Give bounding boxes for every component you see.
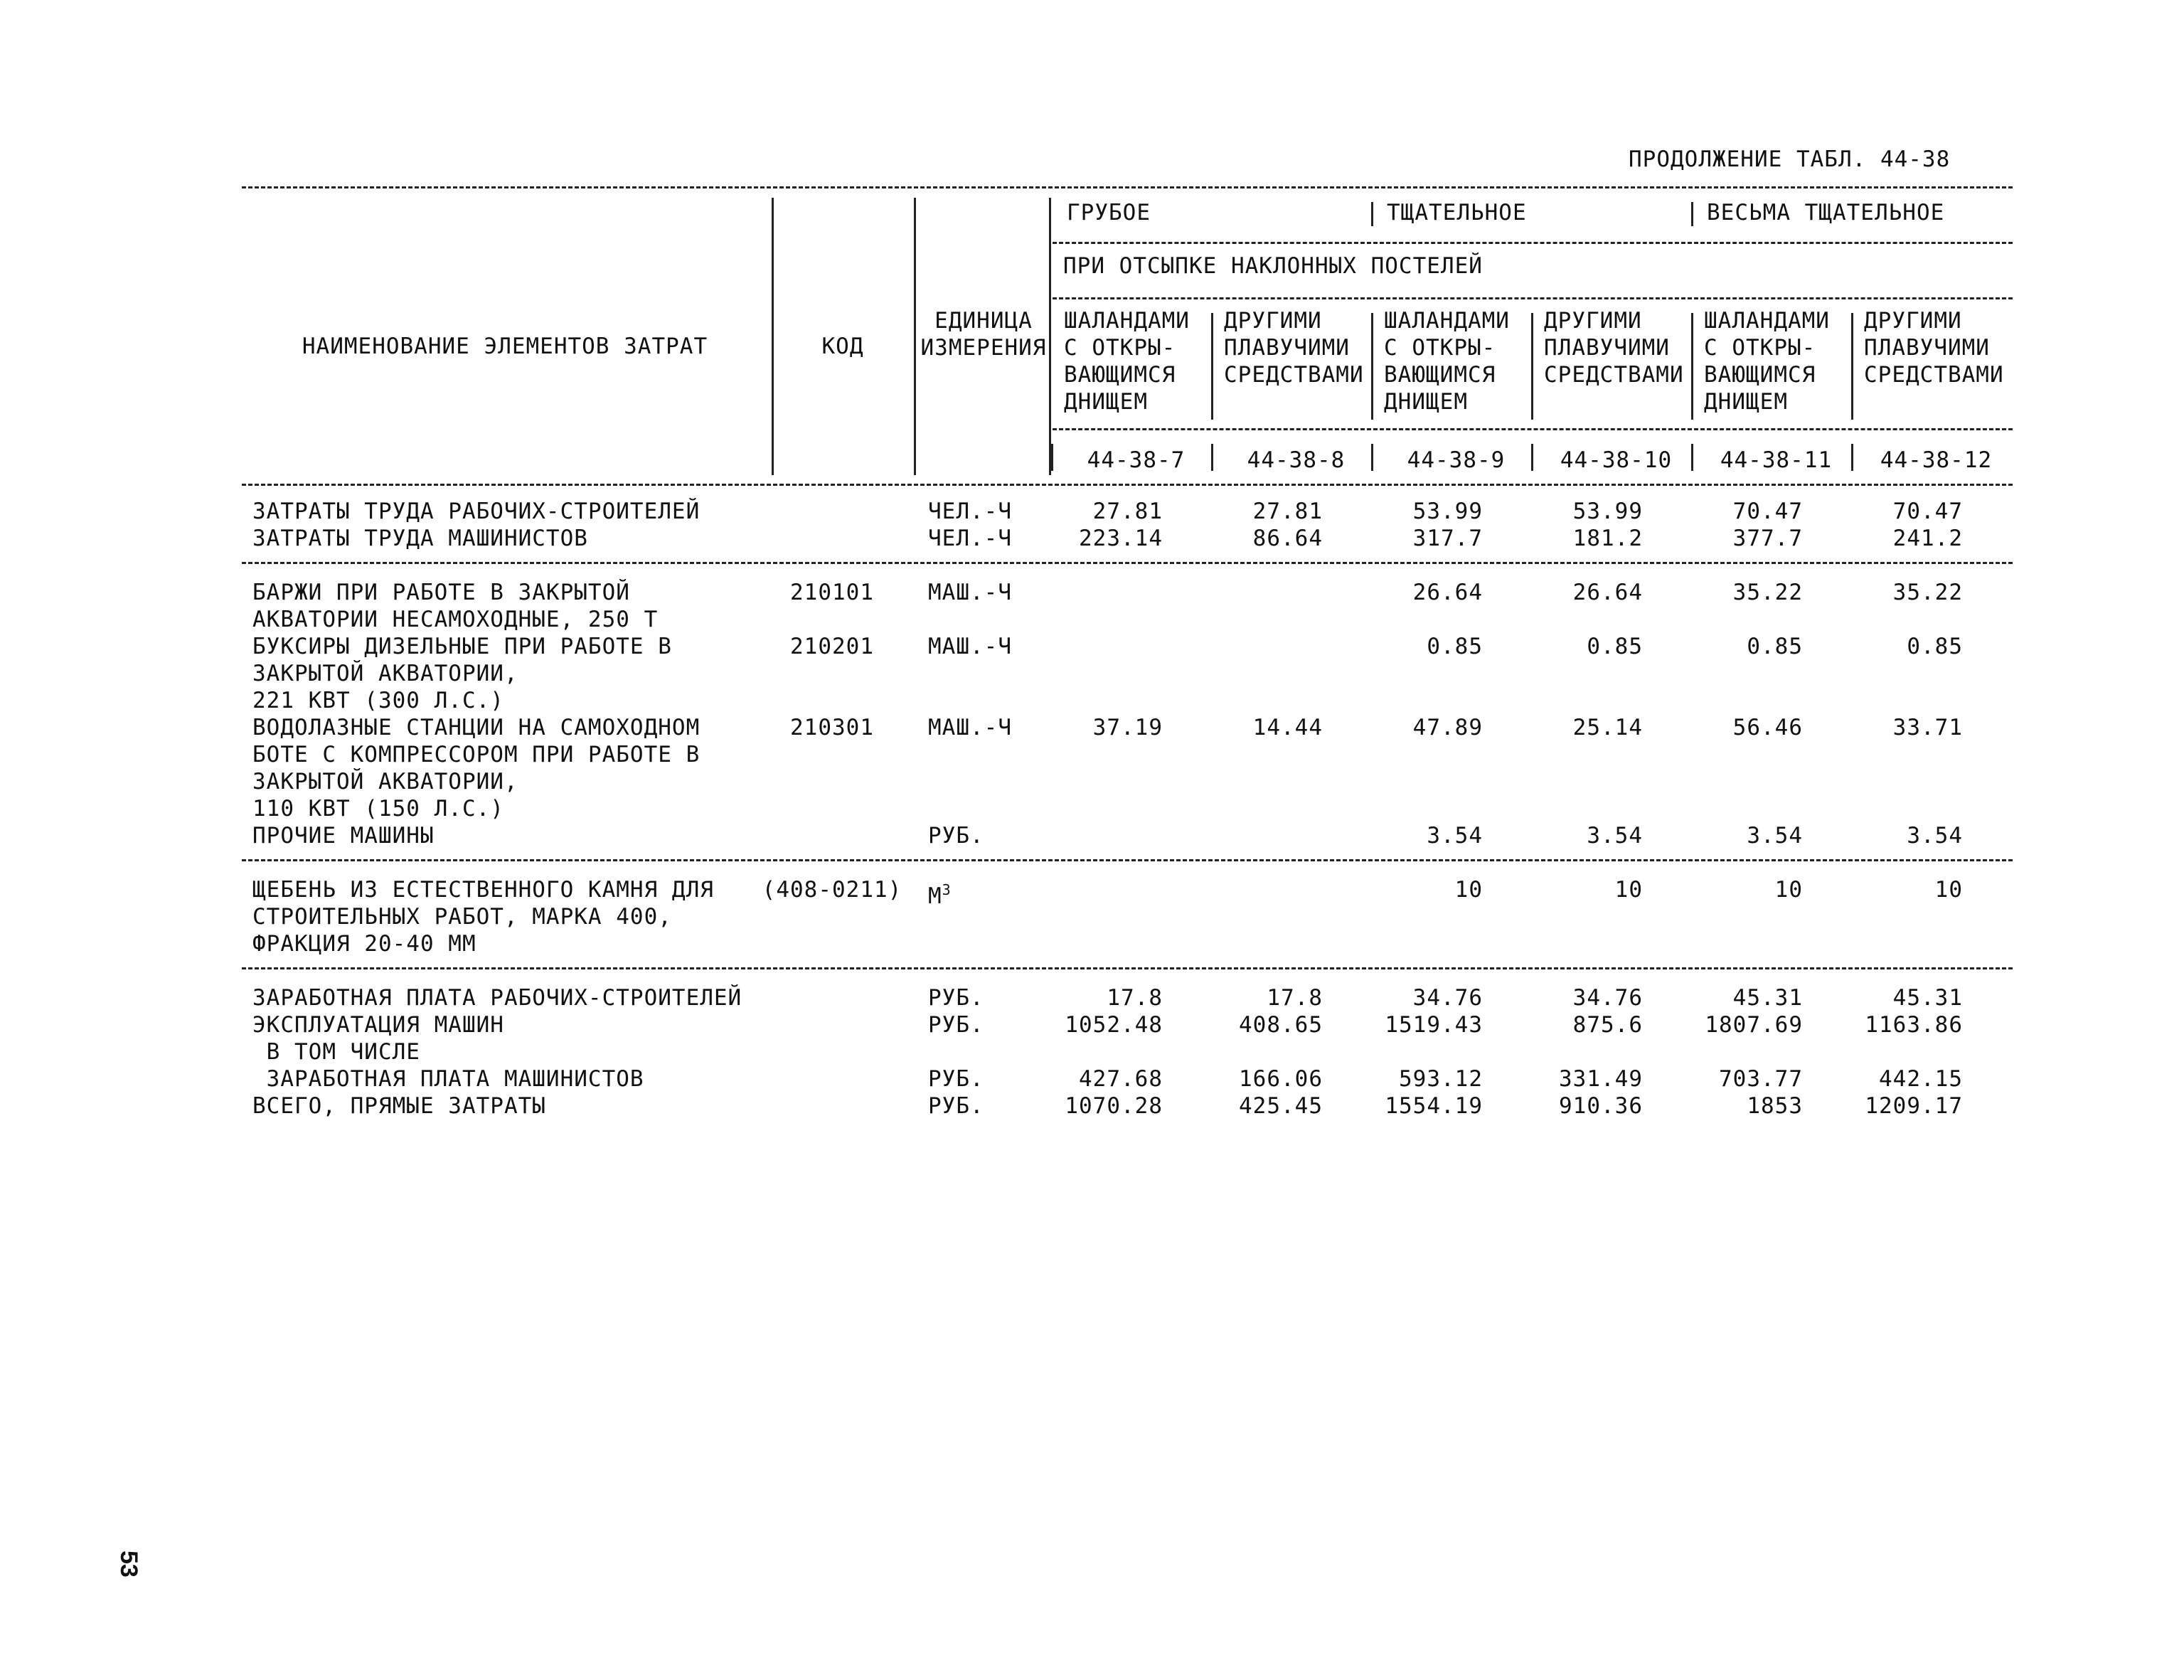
subcolumn-header-line: СРЕДСТВАМИ [1864, 362, 2004, 388]
cell-value: 34.76 [1412, 985, 1483, 1011]
code-column-header: КОД [821, 334, 864, 359]
cell-value: 0.85 [1907, 634, 1963, 659]
subcolumn-header-line: ПЛАВУЧИМИ [1224, 335, 1350, 361]
row-name-line: ЗАКРЫТОЙ АКВАТОРИИ, [252, 661, 518, 686]
row-code: 210301 [790, 715, 874, 740]
cell-value: 1519.43 [1385, 1012, 1483, 1038]
column-separator [1851, 444, 1853, 471]
subcolumn-header-line: ПЛАВУЧИМИ [1544, 335, 1670, 361]
cell-value: 3.54 [1427, 823, 1483, 849]
cell-value: 10 [1614, 877, 1643, 903]
row-name-line: ЗАРАБОТНАЯ ПЛАТА МАШИНИСТОВ [252, 1066, 644, 1092]
cell-value: 70.47 [1732, 499, 1803, 524]
unit-text: МАШ.-Ч [928, 634, 1012, 659]
row-name-line: ФРАКЦИЯ 20-40 ММ [252, 931, 476, 957]
cell-value: 1807.69 [1705, 1012, 1803, 1038]
cell-value: 25.14 [1572, 715, 1643, 740]
row-name-line: БАРЖИ ПРИ РАБОТЕ В ЗАКРЫТОЙ [252, 580, 630, 605]
group-title: ВЕСЬМА ТЩАТЕЛЬНОЕ [1707, 200, 1945, 225]
row-name-line: БОТЕ С КОМПРЕССОРОМ ПРИ РАБОТЕ В [252, 742, 701, 767]
subcolumn-header-line: ДНИЩЕМ [1064, 389, 1148, 415]
row-name-line: ПРОЧИЕ МАШИНЫ [252, 823, 435, 849]
subcolumn-header-line: ШАЛАНДАМИ [1704, 308, 1830, 334]
cell-value: 10 [1934, 877, 1963, 903]
column-separator [1691, 202, 1693, 226]
row-name-line: ВОДОЛАЗНЫЕ СТАНЦИИ НА САМОХОДНОМ [252, 715, 701, 740]
cell-value: 442.15 [1879, 1066, 1963, 1092]
cell-value: 1052.48 [1065, 1012, 1163, 1038]
column-code: 44-38-9 [1407, 447, 1506, 473]
subcolumn-rule [1053, 428, 2013, 430]
subcolumn-header-line: С ОТКРЫ- [1384, 335, 1496, 361]
header-bottom-rule [242, 484, 2013, 486]
cell-value: 3.54 [1747, 823, 1803, 849]
unit-text: ЧЕЛ.-Ч [928, 526, 1012, 551]
column-separator [1211, 444, 1213, 471]
cell-value: 10 [1454, 877, 1483, 903]
subcolumn-header-line: ДРУГИМИ [1864, 308, 1962, 334]
page-number: 53 [115, 1551, 142, 1578]
column-code: 44-38-8 [1247, 447, 1346, 473]
cell-value: 427.68 [1079, 1066, 1163, 1092]
row-code: 210101 [790, 580, 874, 605]
cell-value: 593.12 [1399, 1066, 1483, 1092]
column-separator [1691, 444, 1693, 471]
unit-text: М [928, 883, 942, 909]
row-name-line: ЗАТРАТЫ ТРУДА РАБОЧИХ-СТРОИТЕЛЕЙ [252, 499, 701, 524]
cell-value: 1554.19 [1385, 1093, 1483, 1119]
row-unit [928, 1065, 984, 1092]
cell-value: 35.22 [1732, 580, 1803, 605]
row-name-line: ЗАРАБОТНАЯ ПЛАТА РАБОЧИХ-СТРОИТЕЛЕЙ [252, 985, 742, 1011]
cell-value: 34.76 [1572, 985, 1643, 1011]
cell-value: 45.31 [1732, 985, 1803, 1011]
subcolumn-header-line: С ОТКРЫ- [1064, 335, 1176, 361]
cell-value: 408.65 [1239, 1012, 1323, 1038]
column-separator [1531, 444, 1533, 471]
unit-text: РУБ. [928, 1093, 984, 1119]
column-separator [1371, 313, 1373, 420]
subcolumn-header-line: ШАЛАНДАМИ [1384, 308, 1510, 334]
row-unit [928, 714, 1012, 741]
cell-value: 70.47 [1892, 499, 1963, 524]
cell-value: 3.54 [1587, 823, 1643, 849]
cell-value: 86.64 [1252, 526, 1323, 551]
name-column-header: НАИМЕНОВАНИЕ ЭЛЕМЕНТОВ ЗАТРАТ [302, 334, 708, 359]
cell-value: 26.64 [1412, 580, 1483, 605]
unit-superscript: 3 [942, 881, 952, 898]
column-separator [1211, 313, 1213, 420]
group-separator-rule [242, 967, 2013, 969]
cell-value: 17.8 [1267, 985, 1323, 1011]
row-unit [928, 1092, 984, 1120]
column-code: 44-38-7 [1087, 447, 1186, 473]
header-top-rule [242, 186, 2013, 188]
row-unit [928, 984, 984, 1011]
unit-text: ЧЕЛ.-Ч [928, 499, 1012, 524]
unit-text: МАШ.-Ч [928, 580, 1012, 605]
unit-text: МАШ.-Ч [928, 715, 1012, 740]
cell-value: 27.81 [1252, 499, 1323, 524]
group-rule [1053, 242, 2013, 244]
column-code: 44-38-12 [1880, 447, 1993, 473]
cell-value: 166.06 [1239, 1066, 1323, 1092]
cell-value: 3.54 [1907, 823, 1963, 849]
cell-value: 17.8 [1107, 985, 1163, 1011]
row-unit [928, 822, 984, 849]
row-name-line: ВСЕГО, ПРЯМЫЕ ЗАТРАТЫ [252, 1093, 546, 1119]
cell-value: 53.99 [1572, 499, 1643, 524]
cell-value: 425.45 [1239, 1093, 1323, 1119]
row-unit [928, 1011, 984, 1038]
unit-column-header: ЕДИНИЦА [934, 308, 1033, 334]
cell-value: 47.89 [1412, 715, 1483, 740]
row-name-line: ЗАКРЫТОЙ АКВАТОРИИ, [252, 769, 518, 794]
row-unit [928, 498, 1012, 525]
row-unit [928, 633, 1012, 660]
table-caption: ПРОДОЛЖЕНИЕ ТАБЛ. 44-38 [1629, 147, 1951, 172]
group-title: ТЩАТЕЛЬНОЕ [1387, 200, 1527, 225]
cell-value: 35.22 [1892, 580, 1963, 605]
subcolumn-header-line: ШАЛАНДАМИ [1064, 308, 1190, 334]
cell-value: 56.46 [1732, 715, 1803, 740]
cell-value: 703.77 [1719, 1066, 1803, 1092]
row-unit [928, 876, 952, 910]
subcolumn-header-line: СРЕДСТВАМИ [1224, 362, 1364, 388]
unit-text: РУБ. [928, 1012, 984, 1038]
subcolumn-header-line: ВАЮЩИМСЯ [1384, 362, 1496, 388]
cell-value: 10 [1774, 877, 1803, 903]
column-separator [1691, 313, 1693, 420]
row-name-line: АКВАТОРИИ НЕСАМОХОДНЫЕ, 250 Т [252, 607, 659, 632]
cell-value: 1853 [1747, 1093, 1803, 1119]
cell-value: 37.19 [1092, 715, 1163, 740]
unit-text: РУБ. [928, 985, 984, 1011]
group-separator-rule [242, 859, 2013, 861]
cell-value: 53.99 [1412, 499, 1483, 524]
subcolumn-header-line: ДРУГИМИ [1224, 308, 1322, 334]
column-code: 44-38-11 [1720, 447, 1833, 473]
cell-value: 45.31 [1892, 985, 1963, 1011]
subcolumn-header-line: ПЛАВУЧИМИ [1864, 335, 1990, 361]
row-name-line: ЩЕБЕНЬ ИЗ ЕСТЕСТВЕННОГО КАМНЯ ДЛЯ [252, 877, 714, 903]
column-code: 44-38-10 [1560, 447, 1673, 473]
subcolumn-header-line: ДРУГИМИ [1544, 308, 1642, 334]
row-name-line: 221 КВТ (300 Л.С.) [252, 688, 504, 713]
column-separator [772, 198, 774, 475]
cell-value: 26.64 [1572, 580, 1643, 605]
cell-value: 1163.86 [1865, 1012, 1963, 1038]
subcolumn-header-line: С ОТКРЫ- [1704, 335, 1816, 361]
row-unit [928, 579, 1012, 606]
cell-value: 875.6 [1572, 1012, 1643, 1038]
subcolumn-header-line: ВАЮЩИМСЯ [1064, 362, 1176, 388]
row-name-line: ЗАТРАТЫ ТРУДА МАШИНИСТОВ [252, 526, 588, 551]
cell-value: 223.14 [1079, 526, 1163, 551]
cell-value: 910.36 [1559, 1093, 1643, 1119]
subcolumn-header-line: ДНИЩЕМ [1384, 389, 1468, 415]
column-separator [1531, 313, 1533, 420]
subtitle-rule [1053, 297, 2013, 299]
subtitle: ПРИ ОТСЫПКЕ НАКЛОННЫХ ПОСТЕЛЕЙ [1063, 253, 1483, 279]
row-name-line: ЭКСПЛУАТАЦИЯ МАШИН [252, 1012, 504, 1038]
row-name-line: В ТОМ ЧИСЛЕ [252, 1039, 420, 1065]
row-unit [928, 525, 1012, 552]
cell-value: 331.49 [1559, 1066, 1643, 1092]
cell-value: 181.2 [1572, 526, 1643, 551]
cell-value: 33.71 [1892, 715, 1963, 740]
cell-value: 0.85 [1587, 634, 1643, 659]
cell-value: 0.85 [1427, 634, 1483, 659]
cell-value: 1209.17 [1865, 1093, 1963, 1119]
row-name-line: СТРОИТЕЛЬНЫХ РАБОТ, МАРКА 400, [252, 904, 672, 930]
row-name-line: 110 КВТ (150 Л.С.) [252, 796, 504, 822]
row-code: (408-0211) [762, 877, 902, 903]
unit-text: РУБ. [928, 1066, 984, 1092]
cell-value: 27.81 [1092, 499, 1163, 524]
group-separator-rule [242, 562, 2013, 564]
unit-text: РУБ. [928, 823, 984, 849]
subcolumn-header-line: ДНИЩЕМ [1704, 389, 1788, 415]
row-code: 210201 [790, 634, 874, 659]
cell-value: 241.2 [1892, 526, 1963, 551]
subcolumn-header-line: ВАЮЩИМСЯ [1704, 362, 1816, 388]
row-name-line: БУКСИРЫ ДИЗЕЛЬНЫЕ ПРИ РАБОТЕ В [252, 634, 672, 659]
cell-value: 377.7 [1732, 526, 1803, 551]
cell-value: 317.7 [1412, 526, 1483, 551]
cell-value: 1070.28 [1065, 1093, 1163, 1119]
column-separator [1371, 444, 1373, 471]
group-title: ГРУБОЕ [1067, 200, 1151, 225]
column-separator [1051, 444, 1053, 471]
subcolumn-header-line: СРЕДСТВАМИ [1544, 362, 1684, 388]
cell-value: 0.85 [1747, 634, 1803, 659]
cell-value: 14.44 [1252, 715, 1323, 740]
unit-column-header: ИЗМЕРЕНИЯ [920, 335, 1047, 361]
column-separator [1851, 313, 1853, 420]
column-separator [1371, 202, 1373, 226]
